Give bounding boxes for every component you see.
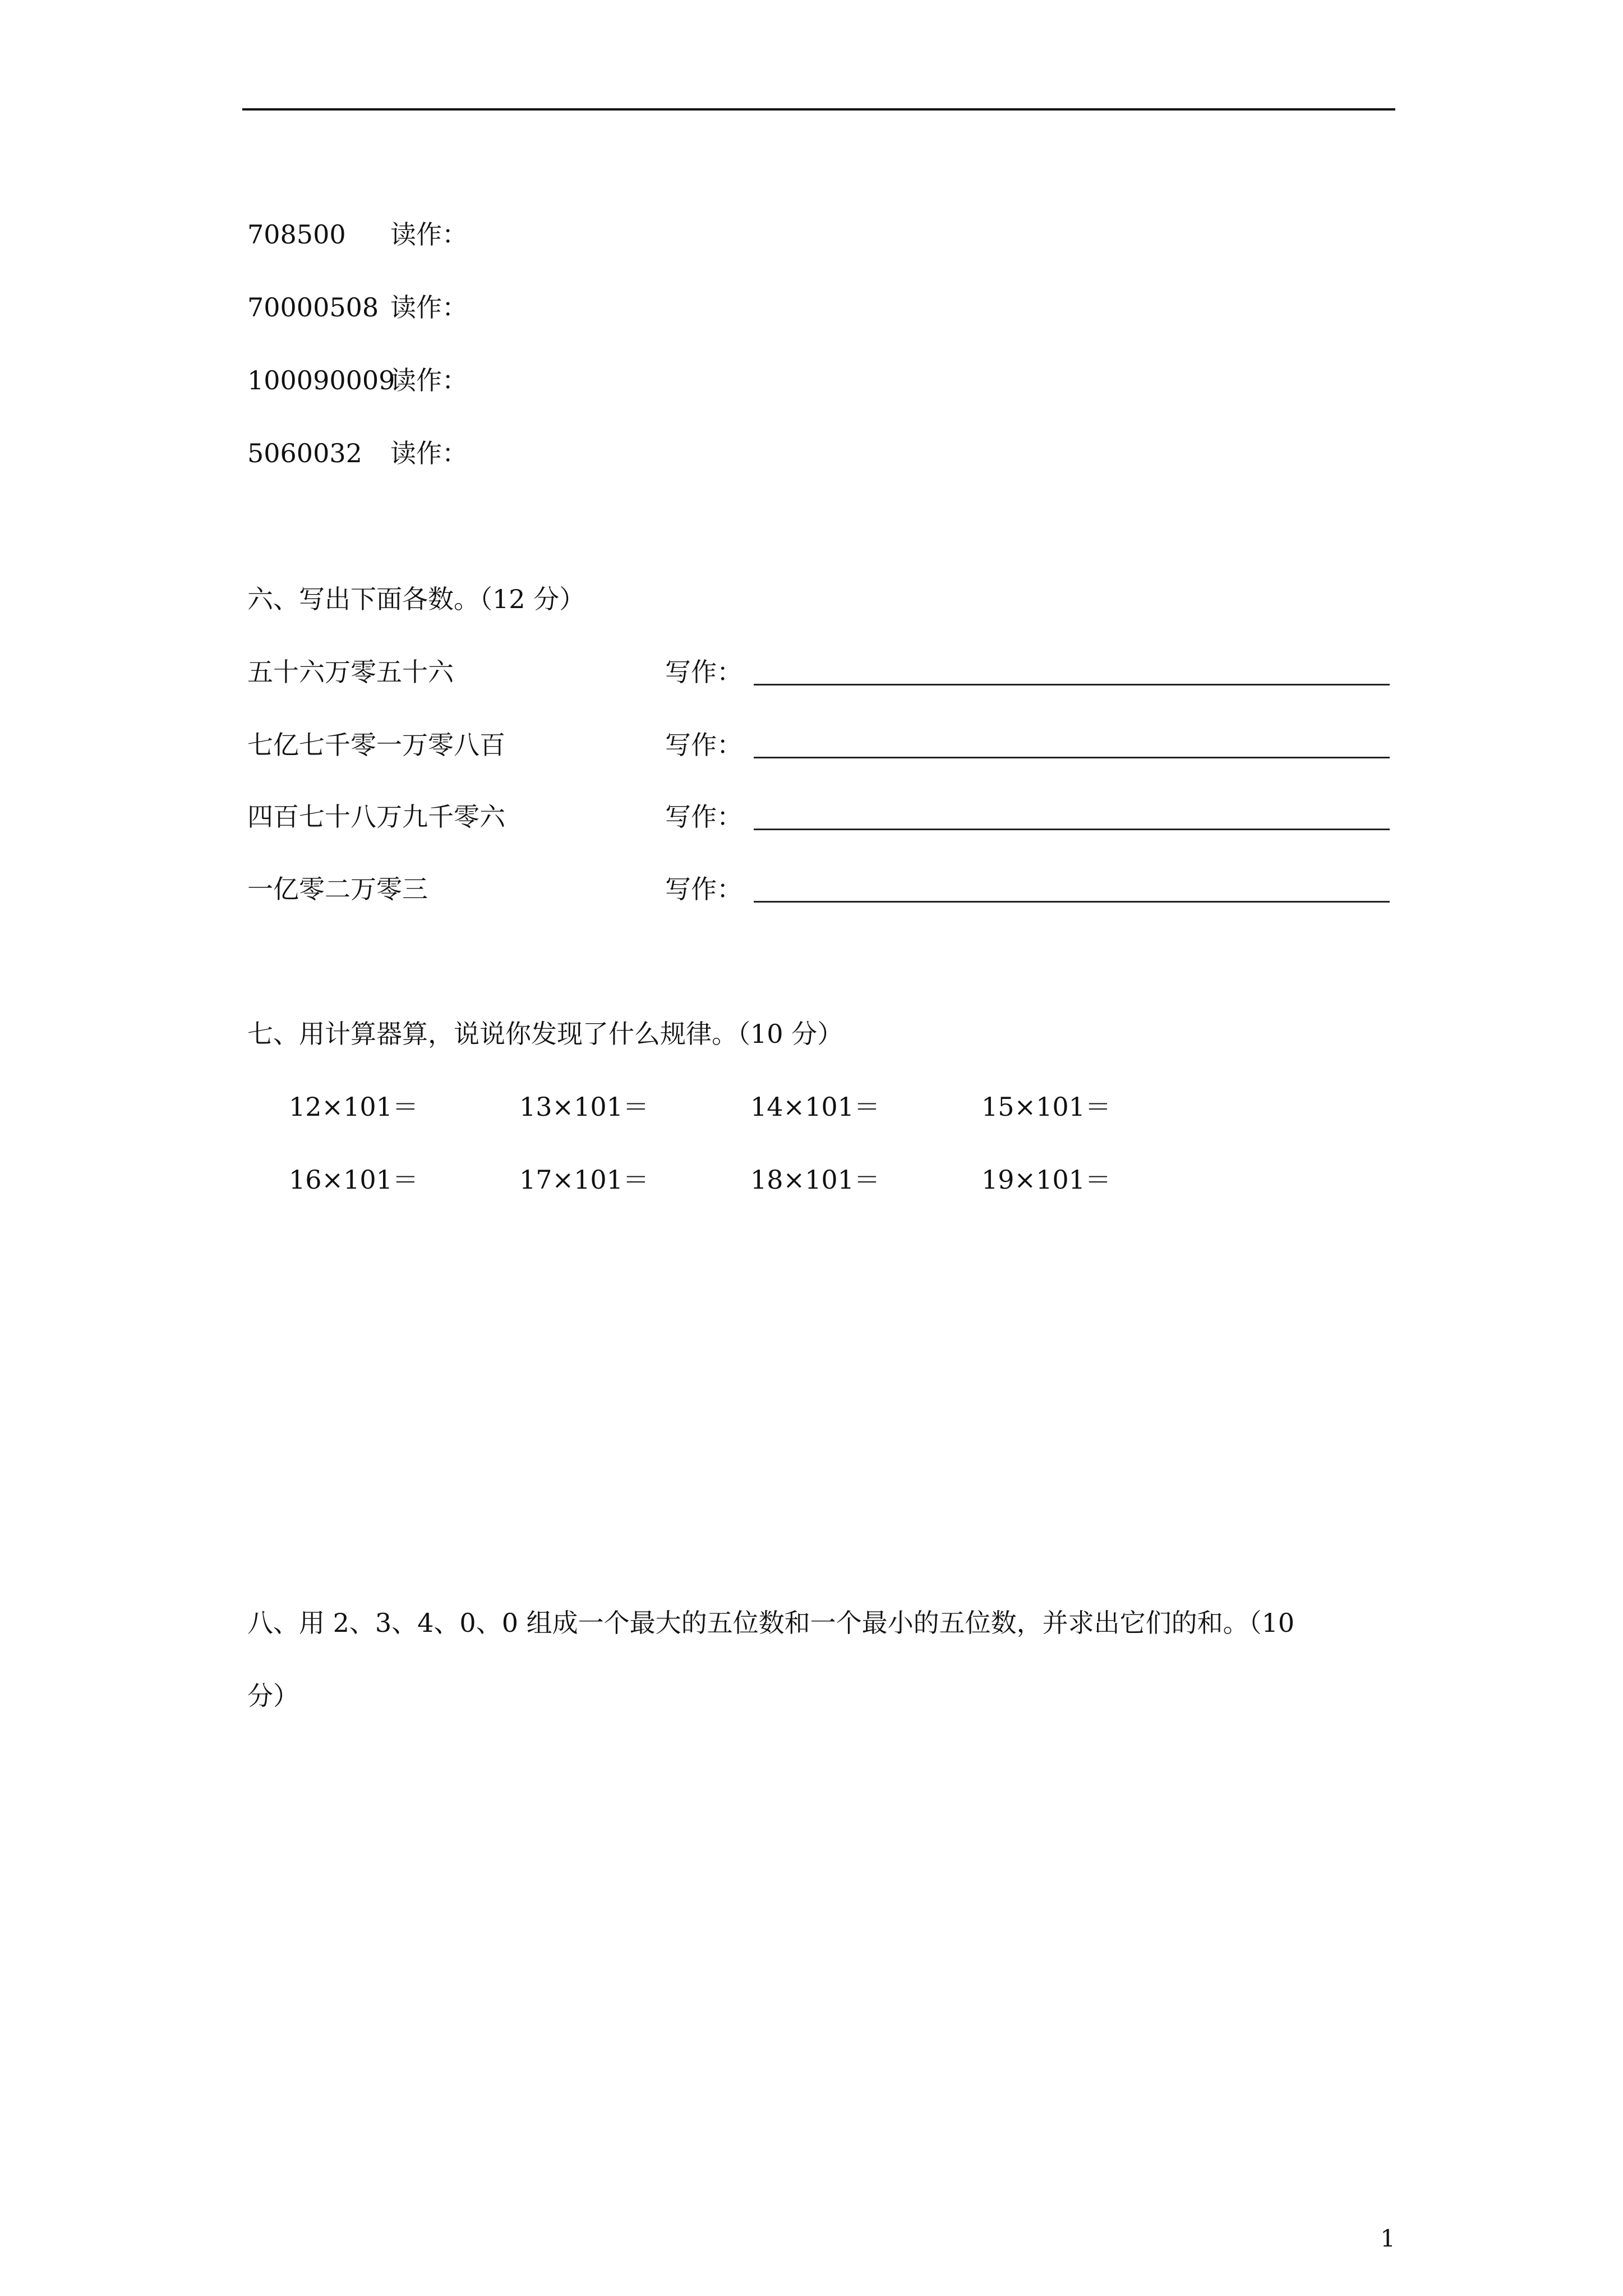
reading-label-3: 读作： bbox=[390, 365, 468, 395]
reading-label-4: 读作： bbox=[390, 438, 468, 468]
answer-blank-3 bbox=[754, 829, 1390, 830]
section6-item-1-label: 写作： bbox=[665, 657, 743, 687]
calc-16x101: 16×101＝ bbox=[289, 1165, 418, 1195]
calc-19x101: 19×101＝ bbox=[981, 1165, 1111, 1195]
section8-question-line-2: 分） bbox=[247, 1681, 299, 1711]
calc-17x101: 17×101＝ bbox=[519, 1165, 649, 1195]
reading-label-1: 读作： bbox=[390, 219, 468, 250]
header-rule bbox=[242, 108, 1395, 111]
section6-item-1-text: 五十六万零五十六 bbox=[247, 657, 454, 687]
reading-number-3: 100090009 bbox=[247, 365, 395, 395]
calc-12x101: 12×101＝ bbox=[289, 1092, 418, 1122]
page-number: 1 bbox=[1380, 2225, 1395, 2252]
section7-title: 七、用计算器算，说说你发现了什么规律。（10 分） bbox=[247, 1019, 843, 1049]
reading-label-2: 读作： bbox=[390, 292, 468, 323]
calc-15x101: 15×101＝ bbox=[981, 1092, 1111, 1122]
reading-number-1: 708500 bbox=[247, 219, 346, 250]
section6-item-3-label: 写作： bbox=[665, 802, 743, 832]
answer-blank-4 bbox=[754, 901, 1390, 903]
reading-number-2: 70000508 bbox=[247, 292, 379, 323]
section6-item-2-text: 七亿七千零一万零八百 bbox=[247, 730, 505, 760]
section6-item-4-text: 一亿零二万零三 bbox=[247, 874, 428, 904]
section6-item-4-label: 写作： bbox=[665, 874, 743, 904]
section6-item-2-label: 写作： bbox=[665, 730, 743, 760]
answer-blank-1 bbox=[754, 684, 1390, 685]
section6-item-3-text: 四百七十八万九千零六 bbox=[247, 802, 505, 832]
reading-number-4: 5060032 bbox=[247, 438, 362, 468]
section6-title: 六、写出下面各数。（12 分） bbox=[247, 584, 585, 614]
calc-18x101: 18×101＝ bbox=[750, 1165, 880, 1195]
section8-question-line-1: 八、用 2、3、4、0、0 组成一个最大的五位数和一个最小的五位数，并求出它们的和。（10 bbox=[247, 1608, 1295, 1638]
calc-13x101: 13×101＝ bbox=[519, 1092, 649, 1122]
calc-14x101: 14×101＝ bbox=[750, 1092, 880, 1122]
answer-blank-2 bbox=[754, 757, 1390, 758]
